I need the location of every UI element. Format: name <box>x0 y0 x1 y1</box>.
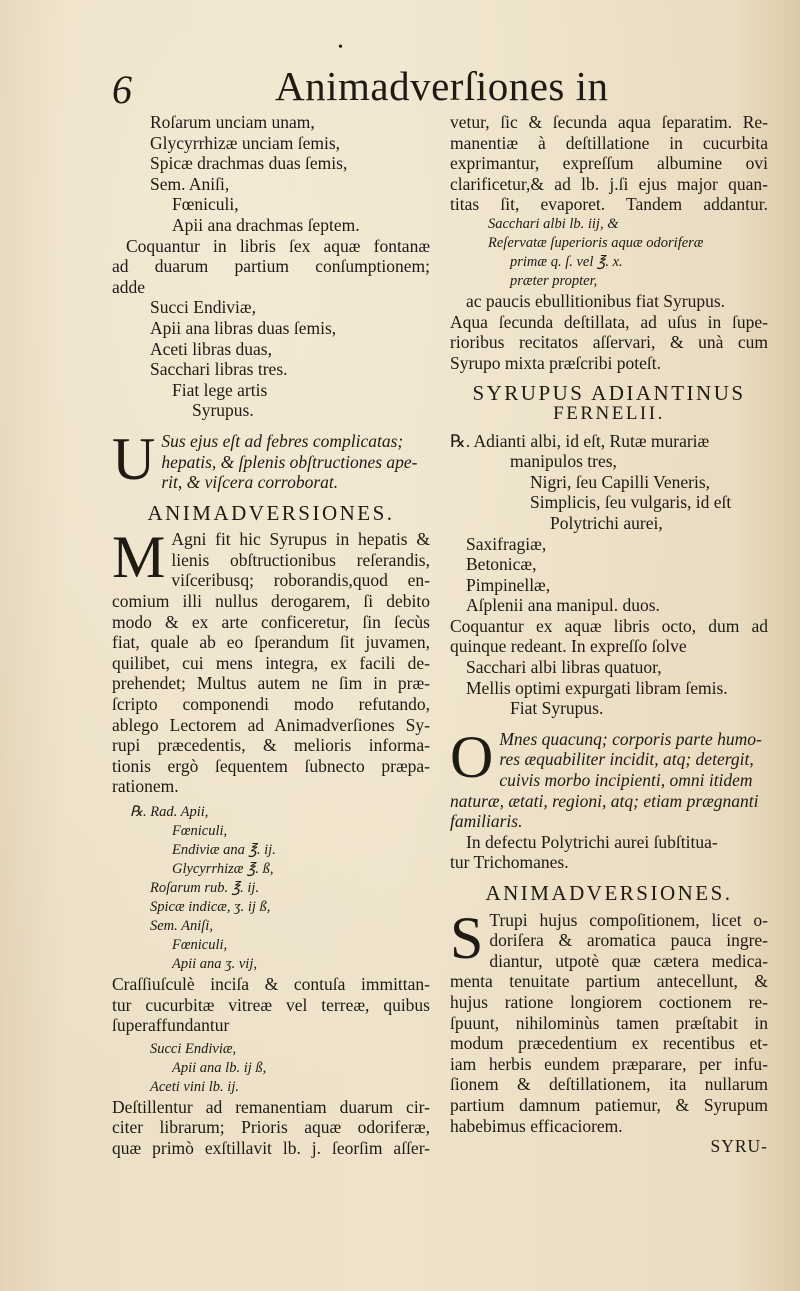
rx-line: Aceti vini lb. ij. <box>150 1078 239 1095</box>
section-heading: ANIMADVERSIONES. <box>485 881 733 905</box>
recipe-line: Fiat lege artis <box>172 379 268 400</box>
recipe-line: Pimpinellæ, <box>466 574 551 595</box>
prescription-block <box>112 803 430 974</box>
body-line: exprimantur, expreſſum albumine ovi <box>450 153 768 174</box>
rx-line: Fœniculi, <box>172 937 228 953</box>
body-line: lienis obſtructionibus reſerandis, <box>171 549 430 570</box>
rx-line: Succi Endiviæ, <box>150 1040 237 1057</box>
drop-cap: M <box>112 524 166 591</box>
recipe-line: Nigri, ſeu Capilli Veneris, <box>530 471 710 492</box>
usus-line: rit, & viſcera corroborat. <box>161 472 339 493</box>
recipe-line: Mellis optimi expurgati libram ſemis. <box>466 677 728 698</box>
body-line: partium damnum patiemur, & Syrupum <box>450 1094 768 1115</box>
catchword: SYRU- <box>710 1136 768 1157</box>
head-ornament: • <box>338 40 343 55</box>
body-line: rupi præcedentis, & melioris informa- <box>112 735 430 756</box>
body-line: quæ primò exſtillavit lb. j. ſeorſim aſſer- <box>112 1137 430 1158</box>
body-line: ſuperaffundantur <box>112 1015 230 1036</box>
recipe-line: Aceti libras duas, <box>150 338 272 359</box>
body-line: diantur, utpotè quæ cætera medica- <box>489 950 768 971</box>
body-line: viſceribusq; roborandis,quod en- <box>171 570 430 591</box>
body-line: Aqua ſecunda deſtillata, ad uſus in ſupe- <box>450 311 768 332</box>
syrup-author: FERNELII. <box>553 402 665 424</box>
usus-paragraph <box>112 425 430 493</box>
rx-line: Roſarum rub. ℥. ij. <box>150 880 260 896</box>
recipe-line: Sacchari albi libras quatuor, <box>466 657 662 678</box>
recipe-line: Simplicis, ſeu vulgaris, id eſt <box>530 492 732 513</box>
usus-line: res æquabiliter incidit, atq; detergit, <box>499 749 754 770</box>
body-line: modum præcedentium ex recentibus et- <box>450 1033 768 1054</box>
body-line: iam herbis eundem præparare, per infu- <box>450 1053 768 1074</box>
body-line: ad duarum partium conſumptionem; <box>112 256 430 277</box>
body-line: quilibet, cui mens integra, ex facili de- <box>112 652 430 673</box>
drop-cap: U <box>112 425 156 492</box>
recipe-line: Polytrichi aurei, <box>550 512 663 533</box>
usus-line: hepatis, & ſplenis obſtructiones ape- <box>161 451 418 472</box>
body-line: tur cucurbitæ vitreæ vel terreæ, quibus <box>112 994 430 1015</box>
rx-line: Sem. Aniſi, <box>150 918 213 934</box>
recipe-line: ℞. Adianti albi, id eſt, Rutæ murariæ <box>450 430 710 451</box>
recipe-line: Roſarum unciam unam, <box>150 112 315 132</box>
omnes-paragraph <box>450 723 768 832</box>
recipe-line: Apii ana drachmas ſeptem. <box>172 214 360 235</box>
rx-line: ℞. Rad. Apii, <box>130 804 209 820</box>
drop-cap: O <box>450 723 494 790</box>
rx-line: Fœniculi, <box>172 823 228 839</box>
page-number: 6 <box>112 67 132 112</box>
body-line: Syrupo mixta præſcribi poteſt. <box>450 352 661 373</box>
body-line: ac paucis ebullitionibus fiat Syrupus. <box>466 290 726 311</box>
body-line: Deſtillentur ad remanentiam duarum cir- <box>112 1096 430 1117</box>
rx-line: primæ q. ſ. vel ℥. x. <box>510 253 623 270</box>
body-line: Coquantur in libris ſex aquæ fontanæ <box>126 235 430 256</box>
usus-line: Mnes quacunq; corporis parte humo- <box>499 728 762 749</box>
usus-line: Sus ejus eſt ad febres complicatas; <box>161 430 404 451</box>
body-line: Agni fit hic Syrupus in hepatis & <box>171 529 430 550</box>
recipe-line: Sem. Aniſi, <box>150 173 230 194</box>
recipe-line: Fiat Syrupus. <box>510 698 604 719</box>
body-line: vetur, ſic & ſecunda aqua ſeparatim. Re- <box>450 112 768 132</box>
running-title: Animadverſiones in <box>275 63 609 109</box>
body-line: quinque redeant. In expreſſo ſolve <box>450 636 687 657</box>
rx-line: Spicæ indicæ, ʒ. ij ß, <box>150 899 271 915</box>
body-line: manentiæ à deſtillatione in cucurbita <box>450 132 768 153</box>
drop-cap: S <box>450 904 484 971</box>
rx-line: Glycyrrhizæ ℥. ß, <box>172 861 274 877</box>
syrup-title: SYRUPUS ADIANTINUS <box>472 381 746 406</box>
body-line: In defectu Polytrichi aurei ſubſtitua- <box>466 831 718 852</box>
recipe-line: Succi Endiviæ, <box>150 297 256 318</box>
body-line: hujus ratione longiorem coctionem re- <box>450 991 768 1012</box>
body-line: ſpuunt, nihilominùs tamen præſtabit in <box>450 1012 768 1033</box>
right-column <box>450 112 768 1157</box>
recipe-line: Fœniculi, <box>172 194 239 215</box>
rx-line: Apii ana lb. ij ß, <box>172 1059 267 1076</box>
body-line: prehendet; Multus autem ne ſim in præ- <box>112 673 430 694</box>
body-line: ablego Lectorem ad Animadverſiones Sy- <box>112 714 430 735</box>
body-line: Craſſiuſculè inciſa & contuſa immittan- <box>112 974 430 994</box>
body-line: Coquantur ex aquæ libris octo, dum ad <box>450 615 768 636</box>
recipe-line: Spicæ drachmas duas ſemis, <box>150 153 348 174</box>
body-line: menta tenuitate partium antecellunt, & <box>450 971 768 992</box>
recipe-line: Syrupus. <box>192 400 254 421</box>
body-line: citer librarum; Prioris aquæ odoriferæ, <box>112 1117 430 1138</box>
body-line: comium illi nullus derogarem, ſi debito <box>112 591 430 612</box>
rx-line: Apii ana ʒ. vij, <box>172 956 257 972</box>
rx-line: Sacchari albi lb. iij, & <box>488 215 619 232</box>
usus-line: familiaris. <box>450 811 523 832</box>
recipe-line: Saxifragiæ, <box>466 533 547 554</box>
animadversion-paragraph <box>112 524 430 797</box>
recipe-line: Glycyrrhizæ unciam ſemis, <box>150 132 341 153</box>
rx-line: præter propter, <box>510 272 598 289</box>
rx-line: Endiviæ ana ℥. ij. <box>172 842 276 858</box>
left-column <box>112 112 430 1159</box>
body-line: modo & ex arte conficeretur, ſin ſecùs <box>112 611 430 632</box>
body-line: rioribus recitatos aſſervari, & unà cum <box>450 332 768 353</box>
prescription-block <box>112 1040 430 1097</box>
body-line: doriſera & aromatica pauca ingre- <box>489 930 768 951</box>
body-line: tionis ergò ſequentem ſubnecto præpa- <box>112 755 430 776</box>
usus-line: cuivis morbo incipienti, omni itidem <box>499 770 753 791</box>
section-heading: ANIMADVERSIONES. <box>147 500 395 525</box>
body-line: tur Trichomanes. <box>450 852 569 873</box>
body-line: Trupi hujus compoſitionem, licet o- <box>489 909 768 930</box>
recipe-line: Betonicæ, <box>466 554 537 575</box>
recipe-line: Apii ana libras duas ſemis, <box>150 317 337 338</box>
body-line: ſcripto componendi modo refutando, <box>112 694 430 715</box>
body-line: rationem. <box>112 776 179 797</box>
body-line: clarificetur,& ad lb. j.ſi ejus major quan- <box>450 173 768 194</box>
body-line: adde <box>112 276 146 297</box>
rx-line: Reſervatæ ſuperioris aquæ odoriferæ <box>488 234 704 251</box>
animadversion-paragraph <box>450 904 768 1137</box>
usus-line: naturæ, ætati, regioni, atq; etiam prægnanti <box>450 790 759 811</box>
body-line: fiat, quale ab eo ſperandum ſit juvamen, <box>112 632 430 653</box>
recipe-line: manipulos tres, <box>510 451 617 472</box>
body-line: ſionem & deſtillationem, ita nullarum <box>450 1074 768 1095</box>
recipe-line: Aſplenii ana manipul. duos. <box>466 595 660 616</box>
body-line: habebimus efficaciorem. <box>450 1115 623 1136</box>
prescription-block <box>450 215 768 291</box>
recipe-line: Sacchari libras tres. <box>150 359 288 380</box>
body-line: titas ſit, evaporet. Tandem addantur. <box>450 194 768 215</box>
